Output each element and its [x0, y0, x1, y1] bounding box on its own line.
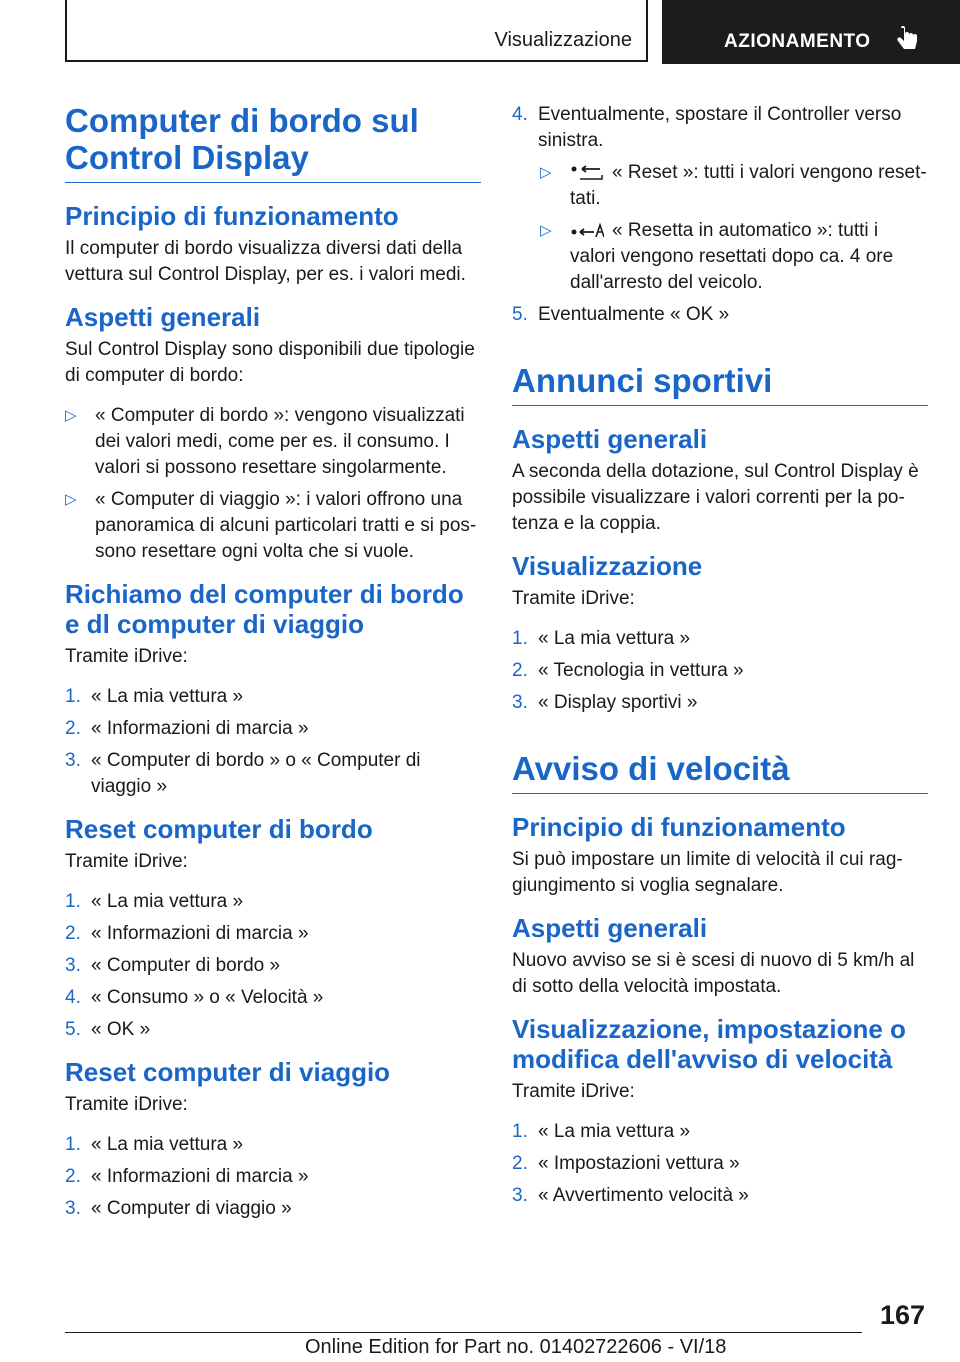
step-number: 5. — [512, 304, 528, 325]
step-number: 4. — [512, 104, 528, 125]
bullet-triangle-icon: ▷ — [65, 407, 77, 424]
step-number: 1. — [65, 891, 81, 912]
step-text: Eventualmente « OK » — [538, 304, 730, 325]
step-text: « La mia vettura » — [91, 891, 244, 912]
list-item — [512, 102, 928, 154]
step-text: « Informazioni di marcia » — [91, 923, 309, 944]
steps-continued — [512, 102, 928, 328]
list-item — [512, 160, 928, 212]
heading-principio: Principio di funzionamento — [65, 201, 399, 231]
footer-divider — [65, 1332, 862, 1333]
list-item — [512, 626, 928, 652]
step-text: « Computer di bordo » — [91, 955, 281, 976]
step-text: « Impostazioni vettura » — [538, 1153, 740, 1174]
step-number: 1. — [512, 628, 528, 649]
step-number: 1. — [65, 686, 81, 707]
paragraph-tramite: Tramite iDrive: — [65, 851, 188, 872]
left-column — [65, 102, 481, 1236]
list-item — [65, 748, 481, 800]
step-number: 3. — [65, 750, 81, 771]
list-item — [65, 985, 481, 1011]
step-number: 2. — [512, 1153, 528, 1174]
section-title-annunci-sportivi: Annunci sportivi — [512, 362, 928, 406]
sub-item-content — [570, 160, 928, 212]
header-section-title: Visualizzazione — [494, 29, 632, 51]
list-item — [512, 690, 928, 716]
paragraph-tramite: Tramite iDrive: — [65, 646, 188, 667]
list-item — [65, 1164, 481, 1190]
bullet-triangle-icon: ▷ — [540, 222, 552, 239]
list-item — [65, 487, 481, 565]
list-item — [65, 1132, 481, 1158]
hand-pointer-icon — [895, 26, 921, 54]
step-text: « Avvertimento velocità » — [538, 1185, 749, 1206]
list-item-text: « Computer di bordo »: vengono visualizzati dei valori medi, come per es. il consumo. I valori si possono resettare singolarmente. — [95, 405, 465, 478]
heading-aspetti-generali: Aspetti generali — [65, 302, 261, 332]
step-text: « La mia vettura » — [91, 1134, 244, 1155]
list-item — [65, 953, 481, 979]
heading-richiamo: Richiamo del computer di bordo e dl computer di viaggio — [65, 579, 464, 639]
list-item — [65, 716, 481, 742]
step-text: « OK » — [91, 1019, 151, 1040]
heading-aspetti-generali: Aspetti generali — [512, 913, 708, 943]
step-text: Eventualmente, spostare il Controller verso sinistra. — [538, 104, 902, 151]
footer-edition: Online Edition for Part no. 01402722606 - VI/18 — [305, 1336, 727, 1358]
sub-item-text: « Reset »: tutti i valori vengono resettati. — [570, 162, 927, 209]
step-text: « La mia vettura » — [538, 628, 691, 649]
steps-richiamo — [65, 684, 481, 800]
paragraph-principio: Il computer di bordo visualizza diversi dati della vettura sul Control Display, per es. i valori medi. — [65, 238, 466, 285]
list-item — [65, 889, 481, 915]
list-item — [65, 1196, 481, 1222]
paragraph-tramite: Tramite iDrive: — [512, 588, 635, 609]
sub-item-content — [570, 218, 928, 296]
list-item — [512, 658, 928, 684]
list-item — [65, 1017, 481, 1043]
list-item — [65, 921, 481, 947]
list-item — [65, 684, 481, 710]
list-item — [512, 1183, 928, 1209]
step-number: 2. — [65, 1166, 81, 1187]
steps-reset-viaggio — [65, 1132, 481, 1222]
list-item — [512, 218, 928, 296]
reset-icon — [570, 163, 604, 181]
step-number: 1. — [65, 1134, 81, 1155]
step-number: 1. — [512, 1121, 528, 1142]
heading-aspetti-generali: Aspetti generali — [512, 424, 708, 454]
steps-avviso — [512, 1119, 928, 1209]
paragraph-tramite: Tramite iDrive: — [65, 1094, 188, 1115]
step-number: 3. — [512, 692, 528, 713]
list-item — [512, 1151, 928, 1177]
heading-visualizzazione: Visualizzazione — [512, 551, 703, 581]
paragraph-aspetti: Sul Control Display sono disponibili due tipologie di computer di bordo: — [65, 339, 475, 386]
step-text: « La mia vettura » — [538, 1121, 691, 1142]
header-chapter-label: AZIONAMENTO — [724, 31, 871, 52]
paragraph-tramite: Tramite iDrive: — [512, 1081, 635, 1102]
header-section-box — [65, 0, 648, 62]
step-text: « Display sportivi » — [538, 692, 698, 713]
steps-reset-bordo — [65, 889, 481, 1043]
header-chapter-tab — [662, 0, 960, 64]
step-number: 2. — [65, 923, 81, 944]
auto-reset-icon — [570, 221, 604, 239]
section-title-avviso-velocita: Avviso di velocità — [512, 750, 928, 794]
heading-impostazione-avviso: Visualizzazione, impostazione o modifica dell'avviso di velocità — [512, 1014, 906, 1074]
steps-visualizzazione — [512, 626, 928, 716]
step-number: 3. — [65, 955, 81, 976]
step-text: « Tecnologia in vettura » — [538, 660, 744, 681]
step-text: « La mia vettura » — [91, 686, 244, 707]
step-number: 4. — [65, 987, 81, 1008]
paragraph-avviso: Nuovo avviso se si è scesi di nuovo di 5 km/h al di sotto della velocità impostata. — [512, 950, 915, 997]
heading-reset-viaggio: Reset computer di viaggio — [65, 1057, 391, 1087]
step-number: 5. — [65, 1019, 81, 1040]
list-item — [65, 403, 481, 481]
step-text: « Computer di bordo » o « Computer di viaggio » — [91, 750, 421, 797]
step-number: 3. — [65, 1198, 81, 1219]
section-title-computer-di-bordo: Computer di bordo sul Control Display — [65, 102, 481, 183]
step-number: 3. — [512, 1185, 528, 1206]
step-text: « Informazioni di marcia » — [91, 718, 309, 739]
step-text: « Informazioni di marcia » — [91, 1166, 309, 1187]
step-number: 2. — [512, 660, 528, 681]
step-text: « Computer di viaggio » — [91, 1198, 292, 1219]
step-text: « Consumo » o « Velocità » — [91, 987, 324, 1008]
bullet-list-tipologie — [65, 403, 481, 565]
list-item-text: « Computer di viaggio »: i valori offrono una panoramica di alcuni particolari tratti e si possono resettare ogni volta che si vuole. — [95, 489, 477, 562]
sub-item-text: « Resetta in automatico »: tutti i valori vengono resettati dopo ca. 4 ore dall'arresto del veicolo. — [570, 220, 894, 293]
bullet-triangle-icon: ▷ — [540, 164, 552, 181]
right-column — [512, 102, 928, 1223]
list-item — [512, 302, 928, 328]
page-number: 167 — [880, 1300, 926, 1330]
paragraph-annunci: A seconda della dotazione, sul Control Display è possibile visualizzare i valori correnti per la potenza e la coppia. — [512, 461, 919, 534]
bullet-triangle-icon: ▷ — [65, 491, 77, 508]
heading-reset-bordo: Reset computer di bordo — [65, 814, 373, 844]
heading-principio: Principio di funzionamento — [512, 812, 846, 842]
paragraph-principio-velocita: Si può impostare un limite di velocità il cui raggiungimento si voglia segnalare. — [512, 849, 903, 896]
step-number: 2. — [65, 718, 81, 739]
list-item — [512, 1119, 928, 1145]
